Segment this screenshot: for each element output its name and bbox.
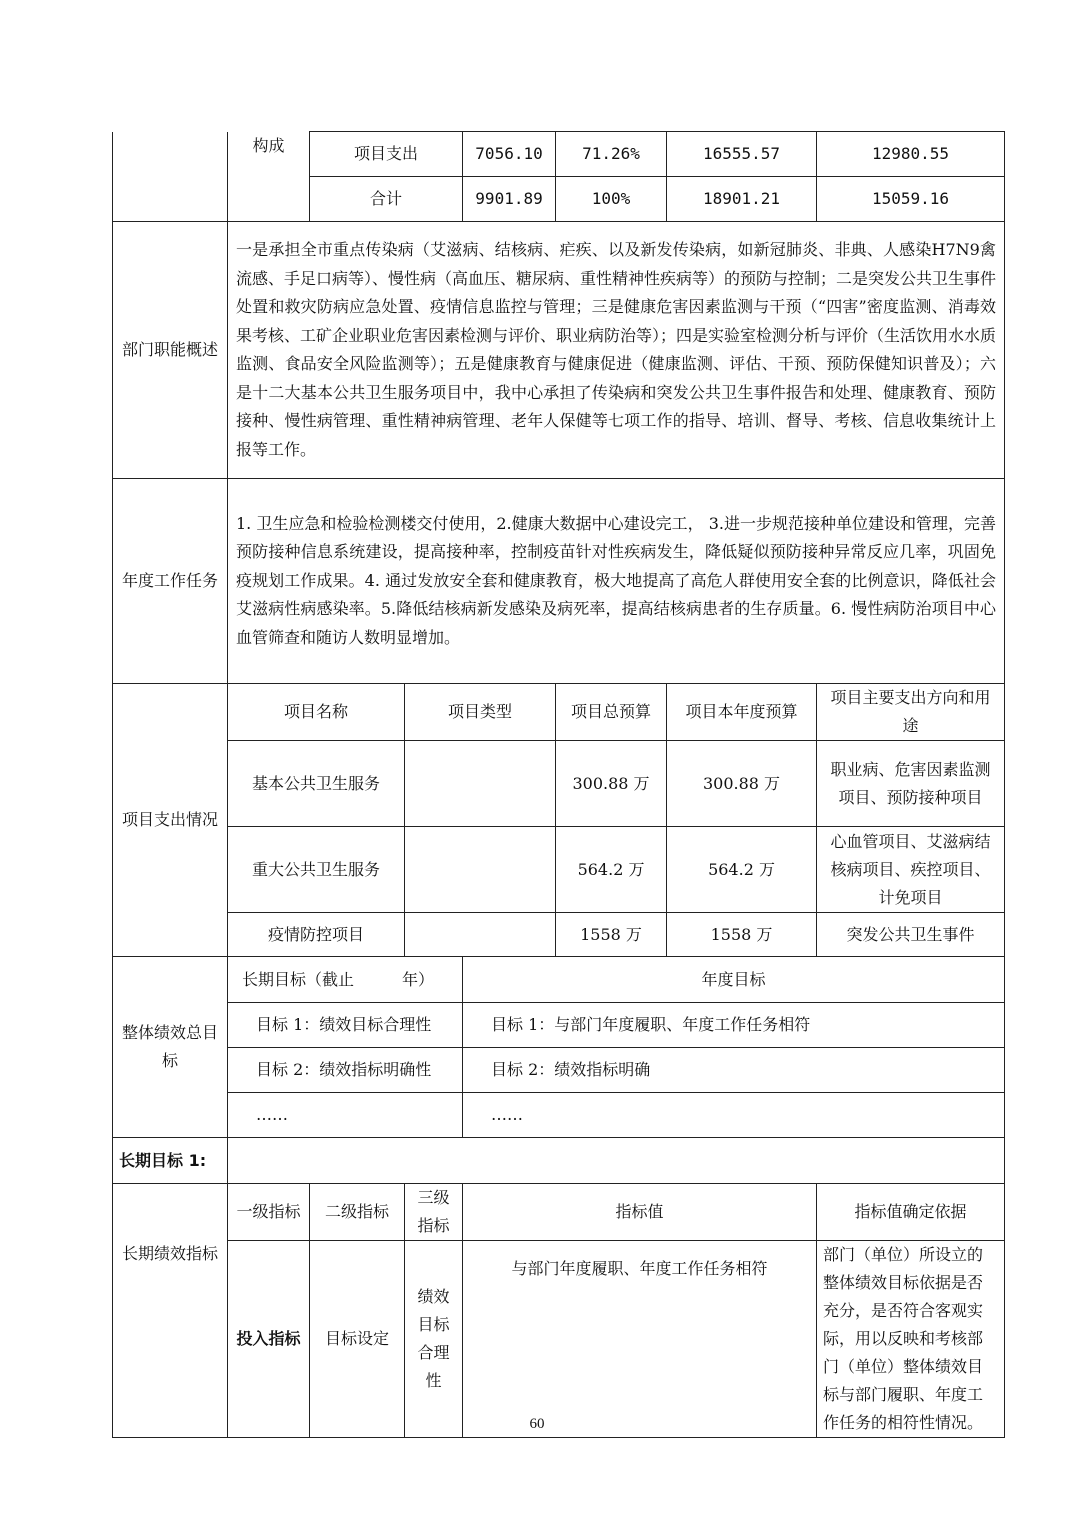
annual-goal: …… <box>463 1093 1005 1138</box>
long-goal-1-label: 长期目标 1: <box>113 1138 228 1184</box>
indicator-header-basis: 指标值确定依据 <box>817 1184 1005 1241</box>
goal-row <box>113 1093 1005 1138</box>
annual-goal: 目标 1：与部门年度履职、年度工作任务相符 <box>463 1003 1005 1048</box>
goal-row <box>113 1003 1005 1048</box>
composition-value: 18901.21 <box>667 177 817 222</box>
composition-value: 15059.16 <box>817 177 1005 222</box>
projects-header-total: 项目总预算 <box>556 684 667 741</box>
project-annual: 300.88 万 <box>667 741 817 827</box>
project-annual: 1558 万 <box>667 913 817 957</box>
annual-goal-header: 年度目标 <box>463 957 1005 1003</box>
long-goal: 目标 2：绩效指标明确性 <box>228 1048 463 1093</box>
project-total: 564.2 万 <box>556 827 667 913</box>
indicator-row <box>113 1241 1005 1438</box>
annual-tasks-text: 1. 卫生应急和检验检测楼交付使用，2.健康大数据中心建设完工， 3.进一步规范接种单位建设和管理，完善预防接种信息系统建设，提高接种率，控制疫苗针对性疾病发生，降低疑似预防接种异常反应几率，巩固免疫规划工作成果。4. 通过发放安全套和健康教育，极大地提高了高危人群使用安全套的比例意识，降低社会艾滋病性病感染率。5.降低结核病新发感染及病死率，提高结核病患者的生存质量。6. 慢性病防治项目中心血管筛查和随访人数明显增加。 <box>228 479 1005 684</box>
performance-table <box>112 131 1005 1438</box>
functions-label: 部门职能概述 <box>113 222 228 479</box>
indicator-header-value: 指标值 <box>463 1184 817 1241</box>
project-total: 300.88 万 <box>556 741 667 827</box>
composition-percent: 71.26% <box>556 132 667 177</box>
composition-value: 12980.55 <box>817 132 1005 177</box>
indicators-header-row <box>113 1184 1005 1241</box>
projects-header-use: 项目主要支出方向和用途 <box>817 684 1005 741</box>
project-total: 1558 万 <box>556 913 667 957</box>
long-goal-1-row <box>113 1138 1005 1184</box>
overall-goals-label: 整体绩效总目标 <box>113 957 228 1138</box>
long-goal-1-content <box>228 1138 1005 1184</box>
project-row <box>113 741 1005 827</box>
project-type <box>405 741 556 827</box>
long-indicators-label: 长期绩效指标 <box>113 1184 228 1438</box>
long-goal: 目标 1：绩效目标合理性 <box>228 1003 463 1048</box>
composition-item-name: 合计 <box>310 177 463 222</box>
project-name: 重大公共卫生服务 <box>228 827 405 913</box>
project-annual: 564.2 万 <box>667 827 817 913</box>
project-name: 疫情防控项目 <box>228 913 405 957</box>
indicator-level3: 绩效目标合理性 <box>405 1241 463 1438</box>
projects-label: 项目支出情况 <box>113 684 228 957</box>
projects-header-name: 项目名称 <box>228 684 405 741</box>
composition-item-name: 项目支出 <box>310 132 463 177</box>
composition-row <box>113 132 1005 177</box>
long-goal-header: 长期目标（截止 年） <box>228 957 463 1003</box>
indicator-header-level2: 二级指标 <box>310 1184 405 1241</box>
projects-header-annual: 项目本年度预算 <box>667 684 817 741</box>
project-name: 基本公共卫生服务 <box>228 741 405 827</box>
project-use: 突发公共卫生事件 <box>817 913 1005 957</box>
project-row <box>113 913 1005 957</box>
project-row <box>113 827 1005 913</box>
functions-row <box>113 222 1005 479</box>
project-type <box>405 827 556 913</box>
goal-row <box>113 1048 1005 1093</box>
annual-tasks-label: 年度工作任务 <box>113 479 228 684</box>
long-goal: …… <box>228 1093 463 1138</box>
composition-value: 16555.57 <box>667 132 817 177</box>
indicator-basis: 部门（单位）所设立的整体绩效目标依据是否充分，是否符合客观实际，用以反映和考核部门（单位）整体绩效目标与部门履职、年度工作任务的相符性情况。 <box>817 1241 1005 1438</box>
functions-text: 一是承担全市重点传染病（艾滋病、结核病、疟疾、以及新发传染病，如新冠肺炎、非典、人感染H7N9禽流感、手足口病等）、慢性病（高血压、糖尿病、重性精神性疾病等）的预防与控制；二是突发公共卫生事件处置和救灾防病应急处置、疫情信息监控与管理；三是健康危害因素监测与干预（“四害”密度监测、消毒效果考核、工矿企业职业危害因素检测与评价、职业病防治等）；四是实验室检测分析与评价（生活饮用水水质监测、食品安全风险监测等）；五是健康教育与健康促进（健康监测、评估、干预、预防保健知识普及）；六是十二大基本公共卫生服务项目中，我中心承担了传染病和突发公共卫生事件报告和处理、健康教育、预防接种、慢性病管理、重性精神病管理、老年人保健等七项工作的指导、培训、督导、考核、信息收集统计上报等工作。 <box>228 222 1005 479</box>
composition-value: 7056.10 <box>463 132 556 177</box>
projects-header-type: 项目类型 <box>405 684 556 741</box>
overall-goals-header-row <box>113 957 1005 1003</box>
composition-label: 构成 <box>228 132 310 222</box>
project-type <box>405 913 556 957</box>
composition-value: 9901.89 <box>463 177 556 222</box>
indicator-header-level3: 三级指标 <box>405 1184 463 1241</box>
annual-tasks-row <box>113 479 1005 684</box>
project-use: 职业病、危害因素监测项目、预防接种项目 <box>817 741 1005 827</box>
blank-cell <box>113 132 228 222</box>
project-use: 心血管项目、艾滋病结核病项目、疾控项目、计免项目 <box>817 827 1005 913</box>
projects-header-row <box>113 684 1005 741</box>
indicator-value: 与部门年度履职、年度工作任务相符 <box>463 1241 817 1438</box>
indicator-level1: 投入指标 <box>228 1241 310 1438</box>
indicator-header-level1: 一级指标 <box>228 1184 310 1241</box>
indicator-level2: 目标设定 <box>310 1241 405 1438</box>
composition-percent: 100% <box>556 177 667 222</box>
page-number: 60 <box>529 1416 545 1432</box>
annual-goal: 目标 2：绩效指标明确 <box>463 1048 1005 1093</box>
